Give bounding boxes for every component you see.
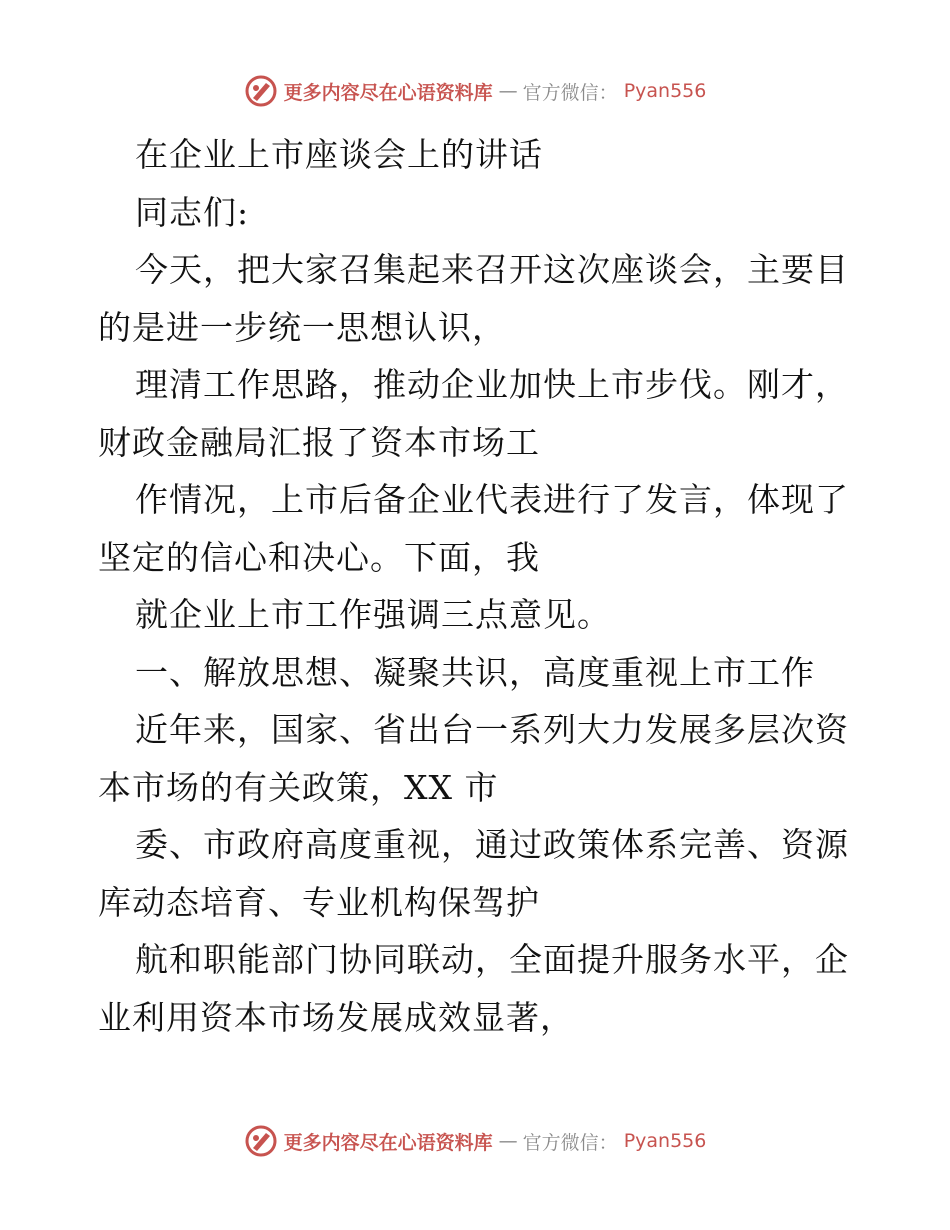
document-line: 今天，把大家召集起来召开这次座谈会，主要目: [135, 250, 849, 289]
banner-wechat-id: Pyan556: [623, 1130, 707, 1152]
banner-wechat-label: 官方微信：: [522, 81, 618, 104]
document-line: 业利用资本市场发展成效显著，: [98, 997, 574, 1037]
document-line: 库动态培育、专业机构保驾护: [98, 882, 540, 922]
banner-main-text: 更多内容尽在心语资料库: [283, 81, 493, 104]
document-line: 坚定的信心和决心。下面，我: [98, 537, 540, 577]
document-line: 就企业上市工作强调三点意见。: [135, 595, 611, 634]
document-line: 本市场的有关政策，XX 市: [98, 767, 499, 807]
banner-wechat-id: Pyan556: [623, 80, 707, 102]
footer-banner: [0, 1124, 950, 1158]
banner-separator: —: [498, 1130, 517, 1152]
document-body: [98, 126, 858, 1046]
document-line: 财政金融局汇报了资本市场工: [98, 422, 540, 462]
document-line: 近年来，国家、省出台一系列大力发展多层次资: [135, 710, 849, 749]
header-banner: [0, 74, 950, 108]
document-line: 作情况，上市后备企业代表进行了发言，体现了: [135, 480, 849, 519]
banner-wechat-label: 官方微信：: [522, 1131, 618, 1154]
brand-logo-icon: [244, 1124, 278, 1158]
document-line: 航和职能部门协同联动，全面提升服务水平，企: [135, 940, 849, 979]
document-line: 同志们:: [135, 192, 250, 232]
banner-main-text: 更多内容尽在心语资料库: [283, 1131, 493, 1154]
document-line: 在企业上市座谈会上的讲话: [135, 135, 543, 174]
document-line: 一、解放思想、凝聚共识，高度重视上市工作: [135, 652, 815, 692]
document-line: 的是进一步统一思想认识，: [98, 307, 506, 347]
banner-separator: —: [498, 80, 517, 102]
document-line: 委、市政府高度重视，通过政策体系完善、资源: [135, 825, 849, 864]
brand-logo-icon: [244, 74, 278, 108]
document-line: 理清工作思路，推动企业加快上市步伐。刚才，: [135, 365, 849, 404]
